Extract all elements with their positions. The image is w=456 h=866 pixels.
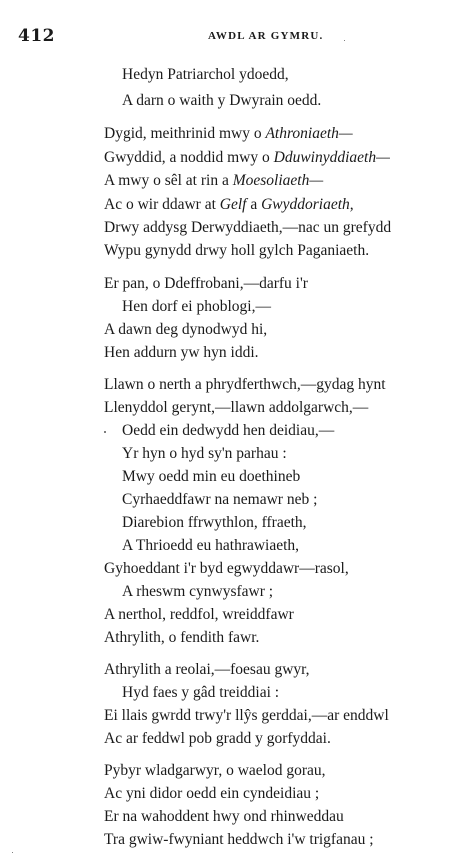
verse-text: a (246, 196, 262, 213)
verse-line (104, 322, 267, 338)
verse-text: Hedyn Patriarchol ydoedd, (122, 66, 289, 83)
verse-text: Diarebion ffrwythlon, ffraeth, (122, 514, 307, 531)
print-speck (104, 431, 106, 433)
verse-text: A nerthol, reddfol, wreiddfawr (104, 606, 294, 623)
verse-line (104, 832, 374, 848)
verse-text: Gwyddid, a noddid mwy o (104, 149, 274, 166)
verse-text: Pybyr wladgarwyr, o waelod gorau, (104, 762, 326, 779)
verse-line (104, 126, 353, 142)
verse-line (104, 630, 259, 646)
verse-text: Llawn o nerth a phrydferthwch,—gydag hynt (104, 376, 386, 393)
verse-line (104, 731, 331, 747)
verse-line (122, 492, 317, 508)
verse-italic-text: Athroniaeth— (265, 125, 353, 142)
verse-text: A rheswm cynwysfawr ; (122, 583, 274, 600)
verse-italic-text: Moesoliaeth— (232, 172, 324, 189)
verse-line (104, 662, 310, 678)
verse-text: Athrylith, o fendith fawr. (104, 629, 260, 646)
verse-line (104, 150, 390, 166)
verse-text: Athrylith a reolai,—foesau gwyr, (104, 661, 310, 678)
verse-line (122, 685, 279, 701)
verse-line (122, 469, 300, 485)
verse-line (104, 561, 349, 577)
page-number: 412 (18, 26, 55, 46)
verse-text: Llenyddol gerynt,—llawn addolgarwch,— (104, 399, 369, 416)
verse-line (104, 763, 326, 779)
verse-text: Yr hyn o hyd sy'n parhau : (122, 445, 287, 462)
verse-line (122, 538, 299, 554)
verse-text: Hyd faes y gâd treiddiai : (122, 684, 280, 701)
verse-text: Ac ar feddwl pob gradd y gorfyddai. (104, 730, 331, 747)
verse-line (104, 708, 389, 724)
verse-text: Ac yni didor oedd ein cyndeidiau ; (104, 785, 320, 802)
print-speck (344, 40, 345, 41)
verse-line (104, 345, 259, 361)
verse-text: A mwy o sêl at rin a (104, 172, 233, 189)
verse-text: Hen dorf ei phoblogi,— (122, 298, 271, 315)
page-header (18, 26, 438, 46)
verse-line (104, 173, 323, 189)
verse-text: Oedd ein dedwydd hen deidiau,— (122, 422, 335, 439)
verse-text: Hen addurn yw hyn iddi. (104, 344, 259, 361)
verse-text: A Thrioedd eu hathrawiaeth, (122, 537, 300, 554)
verse-line (104, 197, 354, 213)
verse-line (122, 446, 287, 462)
verse-text: Mwy oedd min eu doethineb (122, 468, 301, 485)
verse-line (122, 299, 271, 315)
verse-line (104, 276, 308, 292)
verse-italic-text: Gwyddoriaeth, (261, 196, 354, 213)
verse-text: Tra gwiw-fwyniant heddwch i'w trigfanau ; (104, 831, 374, 848)
verse-line (104, 243, 369, 259)
verse-text: A dawn deg dynodwyd hi, (104, 321, 268, 338)
verse-text: Gyhoeddant i'r byd egwyddawr—rasol, (104, 560, 349, 577)
verse-line (104, 377, 386, 393)
verse-line (104, 220, 391, 236)
verse-text: Ac o wir ddawr at (104, 196, 220, 213)
verse-italic-text: Dduwinyddiaeth— (273, 149, 390, 166)
verse-line (122, 423, 334, 439)
verse-italic-text: Gelf (219, 196, 247, 213)
verse-line (104, 400, 368, 416)
verse-text: A darn o waith y Dwyrain oedd. (122, 92, 322, 109)
verse-line (122, 515, 307, 531)
verse-text: Er pan, o Ddeffrobani,—darfu i'r (104, 275, 308, 292)
verse-text: Drwy addysg Derwyddiaeth,—nac un grefydd (104, 219, 392, 236)
verse-line (122, 93, 321, 109)
print-speck (12, 852, 13, 853)
verse-text: Er na wahoddent hwy ond rhinweddau (104, 808, 344, 825)
verse-line (122, 67, 289, 83)
verse-text: Dygid, meithrinid mwy o (104, 125, 266, 142)
verse-text: Wypu gynydd drwy holl gylch Paganiaeth. (104, 242, 370, 259)
verse-line (104, 809, 344, 825)
verse-text: Cyrhaeddfawr na nemawr neb ; (122, 491, 318, 508)
verse-line (104, 607, 294, 623)
running-head: AWDL AR GYMRU. (208, 30, 324, 42)
verse-text: Ei llais gwrdd trwy'r llŷs gerddai,—ar enddwl (104, 707, 389, 724)
verse-line (122, 584, 273, 600)
verse-line (104, 786, 319, 802)
